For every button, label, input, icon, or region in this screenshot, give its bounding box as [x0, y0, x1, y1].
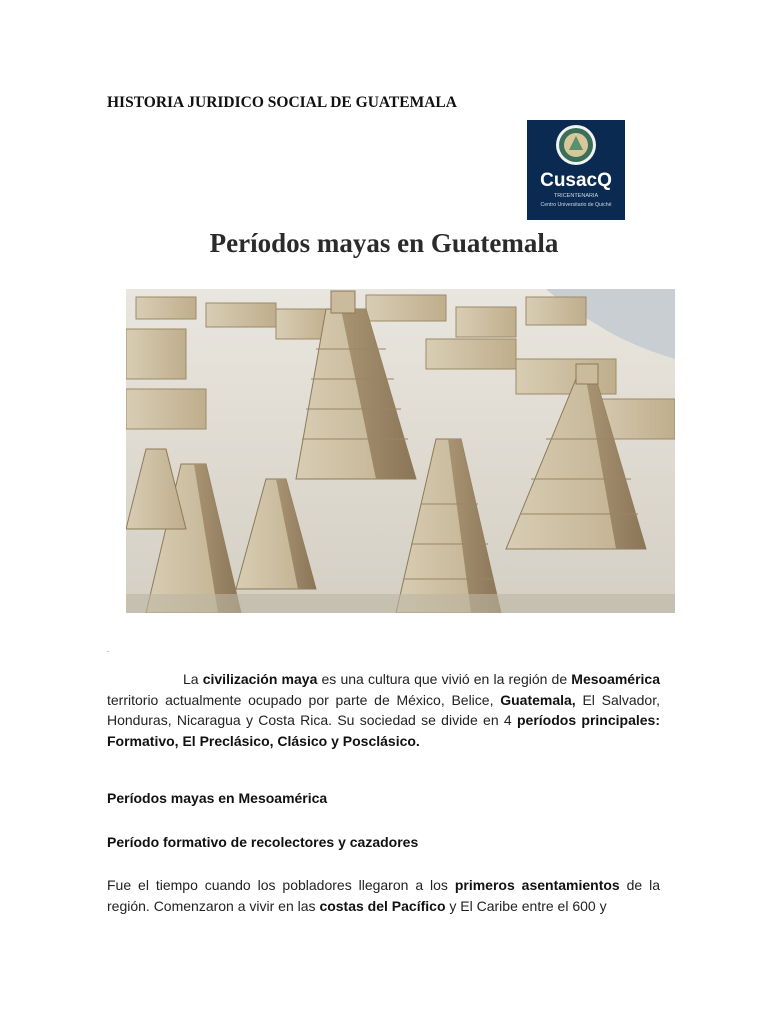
logo-name: CusacQ — [540, 170, 612, 191]
logo-subtitle: TRICENTENARIA — [553, 193, 599, 199]
logo-caption: Centro Universitario de Quiché — [540, 202, 612, 208]
document-header: HISTORIA JURIDICO SOCIAL DE GUATEMALA — [107, 94, 457, 111]
section-heading: Períodos mayas en Mesoamérica — [107, 790, 328, 806]
body-paragraph: Fue el tiempo cuando los pobladores llegaron a los primeros asentamientos de la región. Comenzaron a vivir en las costas del Pacífico y El Caribe entre el 600 y — [107, 877, 660, 914]
university-seal-icon — [527, 120, 625, 220]
cusacq-logo — [527, 120, 625, 220]
intro-paragraph: La civilización maya es una cultura que vivió en la región de Mesoamérica territorio actualmente ocupado por parte de México, Belice, Guatemala, El Salvador, Honduras, Nicaragua y Costa Rica. Su sociedad se divide en 4 períodos principales: Formativo, El Preclásico, Clásico y Posclásico. — [107, 671, 660, 749]
page-title: Períodos mayas en Guatemala — [209, 228, 559, 258]
stray-mark: . — [107, 645, 110, 654]
maya-city-model-image — [126, 289, 675, 613]
subsection-heading: Período formativo de recolectores y cazadores — [107, 834, 419, 850]
